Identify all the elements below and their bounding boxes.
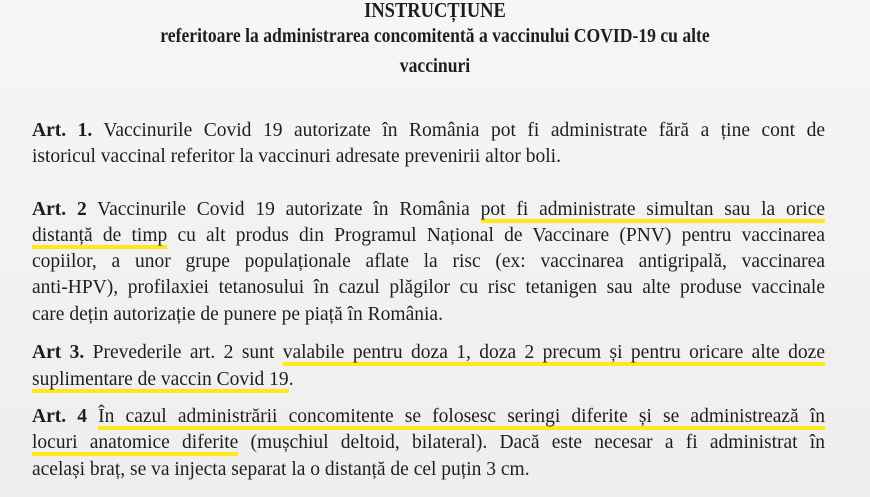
highlighted-text: locuri anatomice diferite: [32, 432, 238, 456]
text-segment: care dețin autorizație de punere pe piață în România.: [32, 304, 443, 325]
text-segment: același braț, se va injecta separat la o distanță de cel puțin 3 cm.: [32, 459, 530, 480]
text-segment: anti-HPV), profilaxiei tetanosului în cazul plăgilor cu risc tetanigen sau alte produse vaccinale: [32, 277, 825, 298]
text-segment: [87, 406, 98, 427]
highlighted-text: valabile pentru doza 1, doza 2 precum și pentru oricare alte doze: [283, 342, 825, 366]
text-segment: istoricul vaccinal referitor la vaccinuri adresate prevenirii altor boli.: [32, 146, 561, 167]
text-line: [32, 303, 825, 327]
document-subtitle-continued: vaccinuri: [399, 55, 471, 77]
text-segment: Vaccinurile Covid 19 autorizate în România: [86, 199, 481, 220]
article-label: Art. 1.: [32, 120, 93, 141]
highlighted-text: În cazul administrării concomitente se folosesc seringi diferite și se administrează în: [98, 406, 825, 430]
text-segment: cu alt produs din Programul Național de Vaccinare (PNV) pentru vaccinarea: [167, 225, 825, 246]
text-line: [32, 458, 825, 482]
text-segment: .: [288, 369, 294, 390]
article-label: Art. 2: [32, 199, 87, 220]
text-line: [32, 431, 825, 455]
text-line: [32, 276, 825, 300]
document-title: INSTRUCȚIUNE: [364, 0, 506, 22]
highlighted-text: pot fi administrate simultan sau la orice: [481, 199, 825, 223]
article-label: Art. 4: [32, 406, 87, 427]
text-line: [32, 368, 825, 392]
text-line: [32, 341, 825, 365]
article-label: Art 3.: [32, 342, 85, 363]
text-line: [32, 405, 825, 429]
highlighted-text: distanță de timp: [32, 225, 167, 249]
text-line: [32, 224, 825, 248]
text-line: [32, 119, 825, 143]
text-segment: Prevederile art. 2 sunt: [84, 342, 283, 363]
document-subtitle: referitoare la administrarea concomitentă a vaccinului COVID-19 cu alte: [160, 25, 710, 47]
text-segment: (mușchiul deltoid, bilateral). Dacă este necesar a fi administrat în: [238, 432, 825, 453]
text-line: [32, 250, 825, 274]
text-line: [32, 145, 825, 169]
text-segment: Vaccinurile Covid 19 autorizate în România pot fi administrate fără a ține cont de: [92, 120, 826, 141]
highlighted-text: suplimentare de vaccin Covid 19: [32, 369, 289, 393]
text-segment: copiilor, a unor grupe populaționale aflate la risc (ex: vaccinarea antigripală, vaccinarea: [32, 251, 825, 272]
text-line: [32, 198, 825, 222]
